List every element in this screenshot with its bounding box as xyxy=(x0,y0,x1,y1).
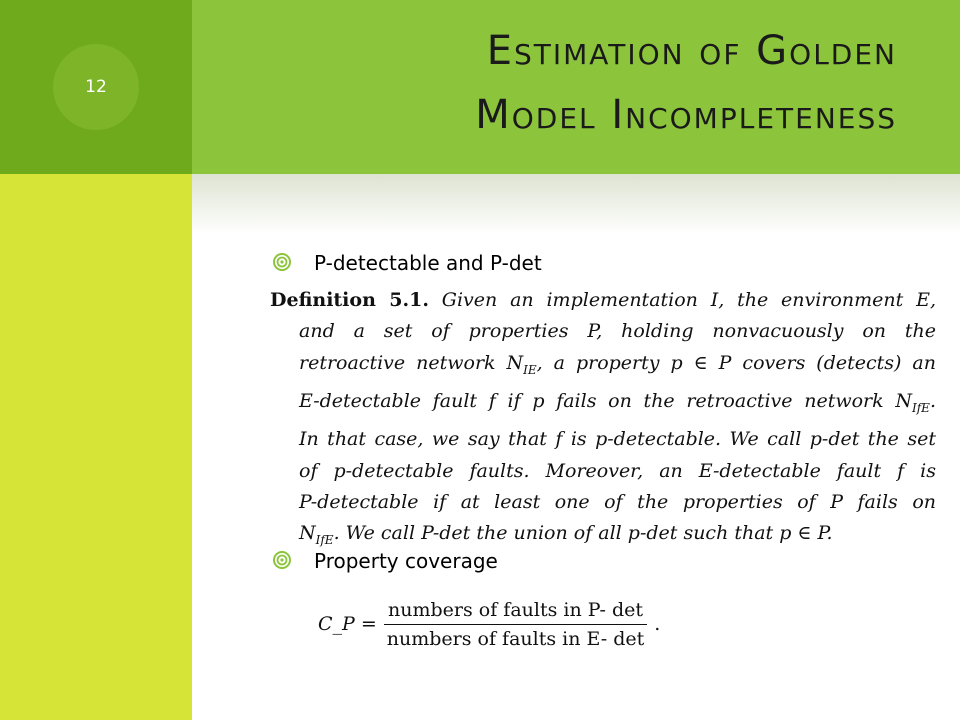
definition-block xyxy=(270,285,936,557)
ring-bullet-icon xyxy=(270,250,294,274)
slide-number: 12 xyxy=(85,77,107,97)
definition-line: of p-detectable faults. Moreover, an E-detectable fault f is xyxy=(299,459,936,482)
slide-number-badge xyxy=(53,44,139,130)
bullet-item-property-coverage xyxy=(270,548,498,573)
bullet-text: P-detectable and P-det xyxy=(314,251,542,275)
ring-bullet-icon xyxy=(270,548,294,572)
bullet-item-p-detectable xyxy=(270,250,542,275)
bullet-text: Property coverage xyxy=(314,549,498,573)
definition-line: $N_{IfE}$. We call P-det the union of all p-det such that p ∈ P. xyxy=(299,522,833,548)
definition-line: retroactive network $N_{IE}$, a property p ∈ P covers (detects) an xyxy=(299,351,936,377)
definition-line: Definition 5.1. Given an implementation I, the environment E, xyxy=(270,289,936,311)
title-shadow xyxy=(192,174,960,234)
title-line-2: Model Incompleteness xyxy=(475,92,897,138)
definition-line: P-detectable if at least one of the properties of P fails on xyxy=(299,491,936,514)
definition-line: In that case, we say that f is p-detectable. We call p-det the set xyxy=(299,428,936,451)
formula-numerator: numbers of faults in P- det xyxy=(384,599,647,625)
coverage-formula xyxy=(318,594,660,654)
definition-line: E-detectable fault f if p fails on the retroactive network $N_{IfE}$. xyxy=(299,390,936,415)
definition-heading: Definition 5.1. xyxy=(270,289,429,311)
title-line-1: Estimation of Golden xyxy=(486,28,897,74)
definition-line: and a set of properties P, holding nonvacuously on the xyxy=(299,320,936,343)
formula-period: . xyxy=(654,613,661,635)
formula-fraction xyxy=(383,599,648,650)
slide-title xyxy=(192,0,897,174)
formula-lhs: C_P = xyxy=(318,613,377,635)
formula-denominator: numbers of faults in E- det xyxy=(386,627,645,650)
